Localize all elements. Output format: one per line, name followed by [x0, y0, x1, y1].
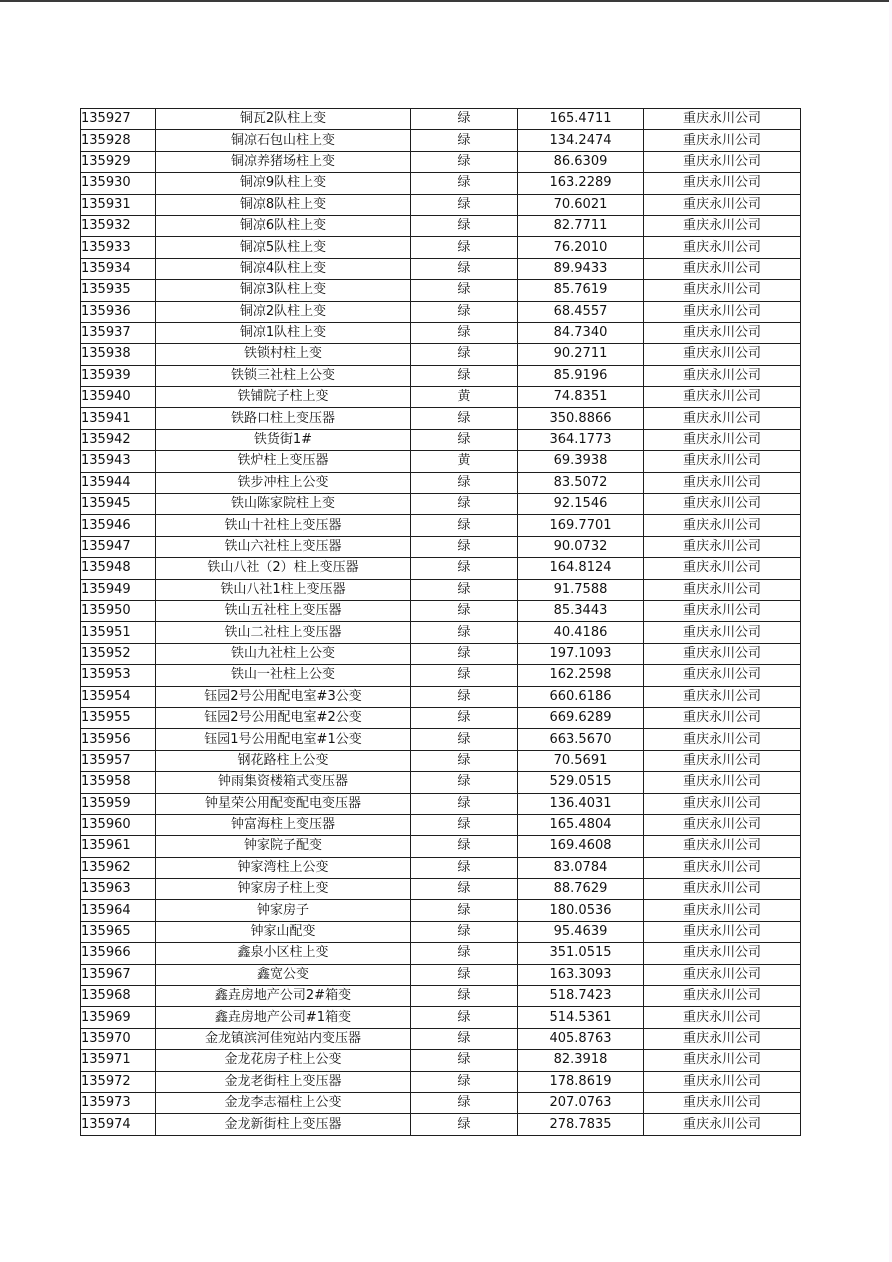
cell-status: 绿	[411, 280, 518, 301]
table-row	[81, 536, 801, 557]
cell-id: 135954	[81, 686, 156, 707]
cell-status: 绿	[411, 793, 518, 814]
cell-value: 197.1093	[518, 643, 644, 664]
cell-status: 绿	[411, 301, 518, 322]
cell-transformer-name: 铜凉5队柱上变	[156, 237, 411, 258]
cell-value: 82.3918	[518, 1050, 644, 1071]
cell-company: 重庆永川公司	[644, 429, 801, 450]
table-row	[81, 622, 801, 643]
cell-status: 绿	[411, 173, 518, 194]
cell-value: 162.2598	[518, 665, 644, 686]
cell-company: 重庆永川公司	[644, 472, 801, 493]
cell-status: 绿	[411, 1007, 518, 1028]
table-row	[81, 558, 801, 579]
cell-id: 135943	[81, 451, 156, 472]
cell-company: 重庆永川公司	[644, 707, 801, 728]
cell-id: 135955	[81, 707, 156, 728]
cell-id: 135931	[81, 194, 156, 215]
cell-id: 135944	[81, 472, 156, 493]
table-row	[81, 215, 801, 236]
cell-value: 178.8619	[518, 1071, 644, 1092]
cell-value: 88.7629	[518, 879, 644, 900]
cell-value: 90.0732	[518, 536, 644, 557]
cell-transformer-name: 铁山九社柱上公变	[156, 643, 411, 664]
cell-status: 绿	[411, 943, 518, 964]
cell-value: 85.9196	[518, 365, 644, 386]
cell-transformer-name: 铜凉2队柱上变	[156, 301, 411, 322]
cell-transformer-name: 钢花路柱上公变	[156, 750, 411, 771]
cell-transformer-name: 铁货街1#	[156, 429, 411, 450]
cell-value: 529.0515	[518, 772, 644, 793]
cell-id: 135950	[81, 600, 156, 621]
cell-id: 135939	[81, 365, 156, 386]
cell-transformer-name: 铁山八社（2）柱上变压器	[156, 558, 411, 579]
cell-company: 重庆永川公司	[644, 237, 801, 258]
table-row	[81, 943, 801, 964]
cell-company: 重庆永川公司	[644, 729, 801, 750]
cell-status: 绿	[411, 707, 518, 728]
cell-status: 绿	[411, 429, 518, 450]
cell-company: 重庆永川公司	[644, 130, 801, 151]
cell-company: 重庆永川公司	[644, 579, 801, 600]
cell-transformer-name: 铜凉3队柱上变	[156, 280, 411, 301]
cell-company: 重庆永川公司	[644, 365, 801, 386]
cell-status: 黄	[411, 451, 518, 472]
cell-company: 重庆永川公司	[644, 665, 801, 686]
table-row	[81, 1028, 801, 1049]
cell-company: 重庆永川公司	[644, 536, 801, 557]
cell-company: 重庆永川公司	[644, 109, 801, 130]
cell-company: 重庆永川公司	[644, 814, 801, 835]
cell-id: 135959	[81, 793, 156, 814]
cell-id: 135952	[81, 643, 156, 664]
cell-value: 169.7701	[518, 515, 644, 536]
table-row	[81, 1050, 801, 1071]
cell-transformer-name: 钟家湾柱上公变	[156, 857, 411, 878]
cell-id: 135969	[81, 1007, 156, 1028]
cell-id: 135966	[81, 943, 156, 964]
cell-value: 70.5691	[518, 750, 644, 771]
table-row	[81, 387, 801, 408]
cell-transformer-name: 金龙新街柱上变压器	[156, 1114, 411, 1135]
cell-transformer-name: 钟家房子柱上变	[156, 879, 411, 900]
table-row	[81, 1092, 801, 1113]
cell-status: 绿	[411, 836, 518, 857]
table-row	[81, 237, 801, 258]
cell-status: 绿	[411, 494, 518, 515]
cell-id: 135927	[81, 109, 156, 130]
table-row	[81, 707, 801, 728]
cell-value: 207.0763	[518, 1092, 644, 1113]
cell-company: 重庆永川公司	[644, 173, 801, 194]
cell-id: 135941	[81, 408, 156, 429]
cell-company: 重庆永川公司	[644, 836, 801, 857]
cell-company: 重庆永川公司	[644, 772, 801, 793]
cell-transformer-name: 铜凉石包山柱上变	[156, 130, 411, 151]
table-row	[81, 408, 801, 429]
cell-status: 绿	[411, 643, 518, 664]
cell-value: 669.6289	[518, 707, 644, 728]
cell-transformer-name: 铁山十社柱上变压器	[156, 515, 411, 536]
cell-value: 82.7711	[518, 215, 644, 236]
cell-id: 135945	[81, 494, 156, 515]
table-row	[81, 686, 801, 707]
cell-transformer-name: 铜凉9队柱上变	[156, 173, 411, 194]
table-row	[81, 280, 801, 301]
cell-transformer-name: 铁路口柱上变压器	[156, 408, 411, 429]
cell-value: 40.4186	[518, 622, 644, 643]
cell-company: 重庆永川公司	[644, 1071, 801, 1092]
cell-company: 重庆永川公司	[644, 258, 801, 279]
cell-company: 重庆永川公司	[644, 622, 801, 643]
cell-value: 68.4557	[518, 301, 644, 322]
table-row	[81, 921, 801, 942]
cell-value: 660.6186	[518, 686, 644, 707]
cell-company: 重庆永川公司	[644, 857, 801, 878]
cell-status: 绿	[411, 515, 518, 536]
cell-id: 135964	[81, 900, 156, 921]
cell-id: 135968	[81, 986, 156, 1007]
cell-value: 518.7423	[518, 986, 644, 1007]
cell-company: 重庆永川公司	[644, 600, 801, 621]
cell-value: 163.3093	[518, 964, 644, 985]
cell-status: 绿	[411, 194, 518, 215]
cell-id: 135951	[81, 622, 156, 643]
table-row	[81, 1007, 801, 1028]
table-row	[81, 579, 801, 600]
cell-transformer-name: 铜凉养猪场柱上变	[156, 151, 411, 172]
cell-status: 绿	[411, 579, 518, 600]
cell-company: 重庆永川公司	[644, 301, 801, 322]
cell-id: 135973	[81, 1092, 156, 1113]
table-row	[81, 365, 801, 386]
cell-company: 重庆永川公司	[644, 451, 801, 472]
table-row	[81, 322, 801, 343]
cell-id: 135953	[81, 665, 156, 686]
cell-id: 135963	[81, 879, 156, 900]
cell-id: 135940	[81, 387, 156, 408]
cell-value: 351.0515	[518, 943, 644, 964]
cell-transformer-name: 铜凉1队柱上变	[156, 322, 411, 343]
cell-company: 重庆永川公司	[644, 280, 801, 301]
table-row	[81, 964, 801, 985]
cell-transformer-name: 鑫宽公变	[156, 964, 411, 985]
cell-id: 135934	[81, 258, 156, 279]
table-row	[81, 451, 801, 472]
cell-transformer-name: 铜瓦2队柱上变	[156, 109, 411, 130]
table-row	[81, 900, 801, 921]
cell-transformer-name: 钟家房子	[156, 900, 411, 921]
cell-status: 绿	[411, 151, 518, 172]
cell-status: 绿	[411, 729, 518, 750]
cell-status: 绿	[411, 237, 518, 258]
cell-value: 169.4608	[518, 836, 644, 857]
cell-value: 85.3443	[518, 600, 644, 621]
cell-id: 135928	[81, 130, 156, 151]
cell-id: 135972	[81, 1071, 156, 1092]
cell-company: 重庆永川公司	[644, 194, 801, 215]
table-row	[81, 1114, 801, 1135]
cell-status: 绿	[411, 814, 518, 835]
cell-value: 89.9433	[518, 258, 644, 279]
table-row	[81, 772, 801, 793]
cell-id: 135965	[81, 921, 156, 942]
transformer-table	[80, 108, 801, 1136]
cell-status: 绿	[411, 1028, 518, 1049]
table-row	[81, 1071, 801, 1092]
cell-transformer-name: 铁步冲柱上公变	[156, 472, 411, 493]
cell-transformer-name: 铁山八社1柱上变压器	[156, 579, 411, 600]
cell-value: 364.1773	[518, 429, 644, 450]
cell-value: 91.7588	[518, 579, 644, 600]
table-row	[81, 258, 801, 279]
table-row	[81, 194, 801, 215]
cell-transformer-name: 铜凉6队柱上变	[156, 215, 411, 236]
cell-value: 350.8866	[518, 408, 644, 429]
cell-transformer-name: 钰园2号公用配电室#3公变	[156, 686, 411, 707]
table-row	[81, 665, 801, 686]
cell-status: 绿	[411, 472, 518, 493]
cell-transformer-name: 钟富海柱上变压器	[156, 814, 411, 835]
table-row	[81, 879, 801, 900]
cell-id: 135947	[81, 536, 156, 557]
cell-id: 135960	[81, 814, 156, 835]
cell-value: 405.8763	[518, 1028, 644, 1049]
cell-company: 重庆永川公司	[644, 1028, 801, 1049]
cell-value: 90.2711	[518, 344, 644, 365]
cell-id: 135957	[81, 750, 156, 771]
cell-company: 重庆永川公司	[644, 921, 801, 942]
cell-value: 85.7619	[518, 280, 644, 301]
cell-status: 绿	[411, 900, 518, 921]
table-row	[81, 344, 801, 365]
cell-company: 重庆永川公司	[644, 322, 801, 343]
cell-value: 69.3938	[518, 451, 644, 472]
table-row	[81, 643, 801, 664]
cell-value: 84.7340	[518, 322, 644, 343]
cell-status: 绿	[411, 109, 518, 130]
cell-status: 绿	[411, 322, 518, 343]
table-row	[81, 494, 801, 515]
cell-transformer-name: 钰园2号公用配电室#2公变	[156, 707, 411, 728]
cell-id: 135933	[81, 237, 156, 258]
table-row	[81, 814, 801, 835]
cell-status: 绿	[411, 921, 518, 942]
cell-status: 绿	[411, 857, 518, 878]
table-row	[81, 515, 801, 536]
cell-value: 74.8351	[518, 387, 644, 408]
cell-transformer-name: 金龙花房子柱上公变	[156, 1050, 411, 1071]
cell-id: 135971	[81, 1050, 156, 1071]
cell-value: 134.2474	[518, 130, 644, 151]
table-row	[81, 429, 801, 450]
table-row	[81, 729, 801, 750]
cell-transformer-name: 铜凉8队柱上变	[156, 194, 411, 215]
cell-id: 135956	[81, 729, 156, 750]
cell-id: 135942	[81, 429, 156, 450]
cell-company: 重庆永川公司	[644, 344, 801, 365]
cell-transformer-name: 铁锁村柱上变	[156, 344, 411, 365]
table-row	[81, 151, 801, 172]
cell-status: 绿	[411, 258, 518, 279]
cell-value: 136.4031	[518, 793, 644, 814]
cell-status: 绿	[411, 558, 518, 579]
table-row	[81, 109, 801, 130]
cell-company: 重庆永川公司	[644, 1007, 801, 1028]
table-row	[81, 301, 801, 322]
cell-status: 绿	[411, 686, 518, 707]
cell-company: 重庆永川公司	[644, 964, 801, 985]
cell-id: 135967	[81, 964, 156, 985]
cell-status: 绿	[411, 130, 518, 151]
cell-transformer-name: 钟家山配变	[156, 921, 411, 942]
cell-transformer-name: 钟雨集资楼箱式变压器	[156, 772, 411, 793]
cell-transformer-name: 钟家院子配变	[156, 836, 411, 857]
cell-value: 83.0784	[518, 857, 644, 878]
cell-status: 绿	[411, 622, 518, 643]
cell-transformer-name: 铁山陈家院柱上变	[156, 494, 411, 515]
cell-transformer-name: 钟星荣公用配变配电变压器	[156, 793, 411, 814]
cell-company: 重庆永川公司	[644, 215, 801, 236]
cell-id: 135962	[81, 857, 156, 878]
cell-status: 绿	[411, 1071, 518, 1092]
table-row	[81, 130, 801, 151]
cell-company: 重庆永川公司	[644, 643, 801, 664]
cell-value: 165.4711	[518, 109, 644, 130]
cell-id: 135935	[81, 280, 156, 301]
cell-transformer-name: 铁铺院子柱上变	[156, 387, 411, 408]
cell-value: 514.5361	[518, 1007, 644, 1028]
cell-company: 重庆永川公司	[644, 750, 801, 771]
cell-transformer-name: 鑫垚房地产公司2#箱变	[156, 986, 411, 1007]
cell-id: 135930	[81, 173, 156, 194]
cell-status: 绿	[411, 536, 518, 557]
cell-transformer-name: 铁炉柱上变压器	[156, 451, 411, 472]
cell-transformer-name: 金龙镇滨河佳宛站内变压器	[156, 1028, 411, 1049]
cell-transformer-name: 金龙李志福柱上公变	[156, 1092, 411, 1113]
cell-id: 135932	[81, 215, 156, 236]
cell-status: 绿	[411, 879, 518, 900]
cell-status: 绿	[411, 772, 518, 793]
cell-transformer-name: 铁山六社柱上变压器	[156, 536, 411, 557]
cell-status: 绿	[411, 1050, 518, 1071]
cell-status: 绿	[411, 365, 518, 386]
cell-status: 绿	[411, 1092, 518, 1113]
cell-transformer-name: 铁山五社柱上变压器	[156, 600, 411, 621]
cell-value: 278.7835	[518, 1114, 644, 1135]
cell-company: 重庆永川公司	[644, 1050, 801, 1071]
cell-company: 重庆永川公司	[644, 151, 801, 172]
cell-company: 重庆永川公司	[644, 387, 801, 408]
cell-company: 重庆永川公司	[644, 900, 801, 921]
cell-company: 重庆永川公司	[644, 943, 801, 964]
cell-company: 重庆永川公司	[644, 515, 801, 536]
cell-transformer-name: 铜凉4队柱上变	[156, 258, 411, 279]
cell-company: 重庆永川公司	[644, 558, 801, 579]
page-top-border	[0, 0, 892, 2]
cell-company: 重庆永川公司	[644, 494, 801, 515]
cell-status: 绿	[411, 1114, 518, 1135]
cell-id: 135946	[81, 515, 156, 536]
cell-id: 135974	[81, 1114, 156, 1135]
cell-company: 重庆永川公司	[644, 1092, 801, 1113]
cell-id: 135936	[81, 301, 156, 322]
cell-id: 135961	[81, 836, 156, 857]
cell-company: 重庆永川公司	[644, 986, 801, 1007]
cell-status: 绿	[411, 344, 518, 365]
cell-transformer-name: 铁锁三社柱上公变	[156, 365, 411, 386]
cell-value: 180.0536	[518, 900, 644, 921]
table-row	[81, 857, 801, 878]
cell-value: 76.2010	[518, 237, 644, 258]
cell-transformer-name: 鑫泉小区柱上变	[156, 943, 411, 964]
cell-status: 绿	[411, 215, 518, 236]
table-body	[81, 109, 801, 1136]
cell-value: 164.8124	[518, 558, 644, 579]
cell-status: 绿	[411, 600, 518, 621]
cell-transformer-name: 金龙老街柱上变压器	[156, 1071, 411, 1092]
cell-transformer-name: 铁山二社柱上变压器	[156, 622, 411, 643]
table-row	[81, 793, 801, 814]
cell-company: 重庆永川公司	[644, 686, 801, 707]
cell-id: 135949	[81, 579, 156, 600]
cell-value: 663.5670	[518, 729, 644, 750]
cell-value: 165.4804	[518, 814, 644, 835]
cell-status: 绿	[411, 964, 518, 985]
cell-transformer-name: 钰园1号公用配电室#1公变	[156, 729, 411, 750]
table-row	[81, 986, 801, 1007]
cell-transformer-name: 鑫垚房地产公司#1箱变	[156, 1007, 411, 1028]
cell-status: 绿	[411, 750, 518, 771]
cell-value: 95.4639	[518, 921, 644, 942]
table-row	[81, 600, 801, 621]
cell-value: 163.2289	[518, 173, 644, 194]
cell-company: 重庆永川公司	[644, 408, 801, 429]
cell-status: 绿	[411, 665, 518, 686]
cell-company: 重庆永川公司	[644, 1114, 801, 1135]
cell-value: 70.6021	[518, 194, 644, 215]
cell-value: 83.5072	[518, 472, 644, 493]
cell-id: 135948	[81, 558, 156, 579]
cell-id: 135970	[81, 1028, 156, 1049]
table-row	[81, 836, 801, 857]
cell-value: 86.6309	[518, 151, 644, 172]
cell-value: 92.1546	[518, 494, 644, 515]
cell-id: 135938	[81, 344, 156, 365]
cell-transformer-name: 铁山一社柱上公变	[156, 665, 411, 686]
table-row	[81, 173, 801, 194]
cell-id: 135929	[81, 151, 156, 172]
table-row	[81, 750, 801, 771]
cell-status: 绿	[411, 408, 518, 429]
cell-status: 绿	[411, 986, 518, 1007]
cell-id: 135937	[81, 322, 156, 343]
cell-id: 135958	[81, 772, 156, 793]
cell-company: 重庆永川公司	[644, 879, 801, 900]
table-row	[81, 472, 801, 493]
cell-company: 重庆永川公司	[644, 793, 801, 814]
cell-status: 黄	[411, 387, 518, 408]
